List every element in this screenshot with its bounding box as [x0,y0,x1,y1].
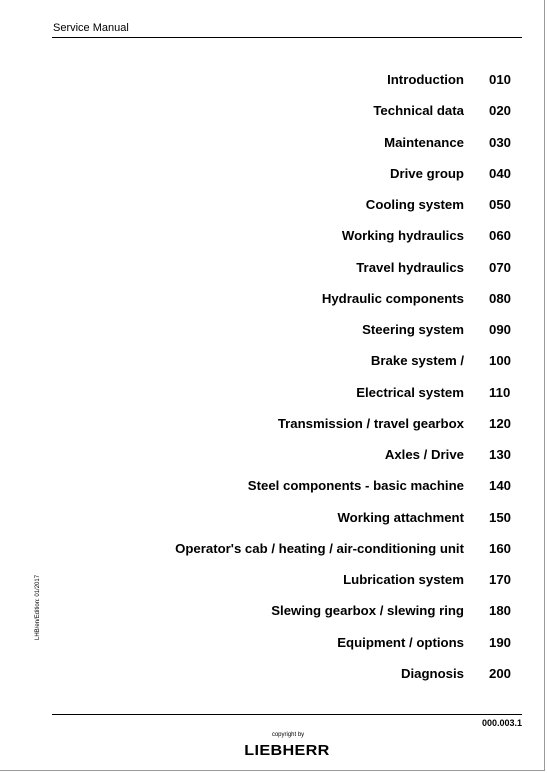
toc-entry[interactable] [0,164,548,184]
toc-entry[interactable] [0,226,548,246]
toc-entry-number[interactable]: 010 [489,72,512,87]
toc-entry-number[interactable]: 030 [489,134,512,150]
toc-entry-number[interactable]: 130 [489,447,512,462]
toc-entry-number[interactable]: 040 [489,165,512,181]
toc-entry[interactable] [0,445,548,465]
document-number: 000.003.1 [481,718,522,728]
toc-entry-title[interactable]: Working hydraulics [341,228,464,244]
toc-entry[interactable] [0,258,548,278]
toc-entry[interactable] [0,539,548,559]
toc-entry-number[interactable]: 070 [489,259,512,275]
edition-note: LHB/en/Edition: 01/2017 [35,574,41,640]
toc-entry-number[interactable]: 110 [489,384,511,400]
toc-entry-title[interactable]: Hydraulic components [321,290,464,306]
toc-entry-number[interactable]: 020 [489,103,512,119]
toc-entry-number[interactable]: 160 [489,540,512,556]
toc-entry-number[interactable]: 100 [489,353,512,369]
toc-entry-number[interactable]: 150 [489,509,512,525]
toc-entry-title[interactable]: Equipment / options [337,634,464,650]
toc-entry[interactable] [0,601,548,621]
toc-entry-title[interactable]: Steering system [362,322,464,337]
toc-entry[interactable] [0,383,548,403]
toc-entry-title[interactable]: Introduction [387,72,464,87]
toc-entry[interactable] [0,320,548,340]
toc-entry[interactable] [0,101,548,121]
toc-entry-title[interactable]: Brake system / [370,353,464,369]
toc-entry-number[interactable]: 170 [489,572,512,587]
toc-entry-title[interactable]: Slewing gearbox / slewing ring [271,603,464,619]
toc-entry-title[interactable]: Travel hydraulics [356,259,464,275]
toc-entry-number[interactable]: 060 [489,228,512,244]
toc-entry-title[interactable]: Diagnosis [400,665,464,681]
toc-entry[interactable] [0,133,548,153]
toc-entry[interactable] [0,476,548,496]
toc-entry-title[interactable]: Lubrication system [343,572,464,587]
toc-entry-title[interactable]: Operator's cab / heating / air-conditioning unit [175,540,464,556]
header-divider [52,37,522,38]
toc-entry[interactable] [0,664,548,684]
toc-entry-number[interactable]: 050 [489,197,512,212]
liebherr-logo [244,742,330,759]
footer-divider [52,714,522,715]
toc-entry-number[interactable]: 180 [489,603,512,619]
toc-entry-title[interactable]: Drive group [389,165,464,181]
toc-entry[interactable] [0,351,548,371]
toc-entry-title[interactable]: Steel components - basic machine [247,478,464,494]
toc-entry-title[interactable]: Working attachment [337,509,464,525]
toc-entry[interactable] [0,70,548,90]
toc-entry-title[interactable]: Electrical system [356,384,464,400]
copyright-text: copyright by [271,732,305,738]
toc-entry-title[interactable]: Cooling system [365,197,464,212]
toc-entry-number[interactable]: 120 [489,415,512,431]
toc-entry-number[interactable]: 080 [489,290,512,306]
toc-entry-title[interactable]: Transmission / travel gearbox [277,415,464,431]
toc-entry[interactable] [0,570,548,590]
toc-entry[interactable] [0,633,548,653]
page-header-title: Service Manual [53,22,129,34]
toc-entry[interactable] [0,289,548,309]
toc-entry[interactable] [0,195,548,215]
logo-text: LIEBHERR [244,742,330,759]
toc-entry-number[interactable]: 200 [489,665,512,681]
toc-entry-number[interactable]: 140 [489,478,512,494]
toc-entry-title[interactable]: Axles / Drive [384,447,464,462]
toc-entry[interactable] [0,508,548,528]
toc-entry-number[interactable]: 090 [489,322,512,337]
toc-entry-title[interactable]: Maintenance [384,134,464,150]
toc-entry-number[interactable]: 190 [489,634,512,650]
toc-entry[interactable] [0,414,548,434]
toc-entry-title[interactable]: Technical data [373,103,464,119]
